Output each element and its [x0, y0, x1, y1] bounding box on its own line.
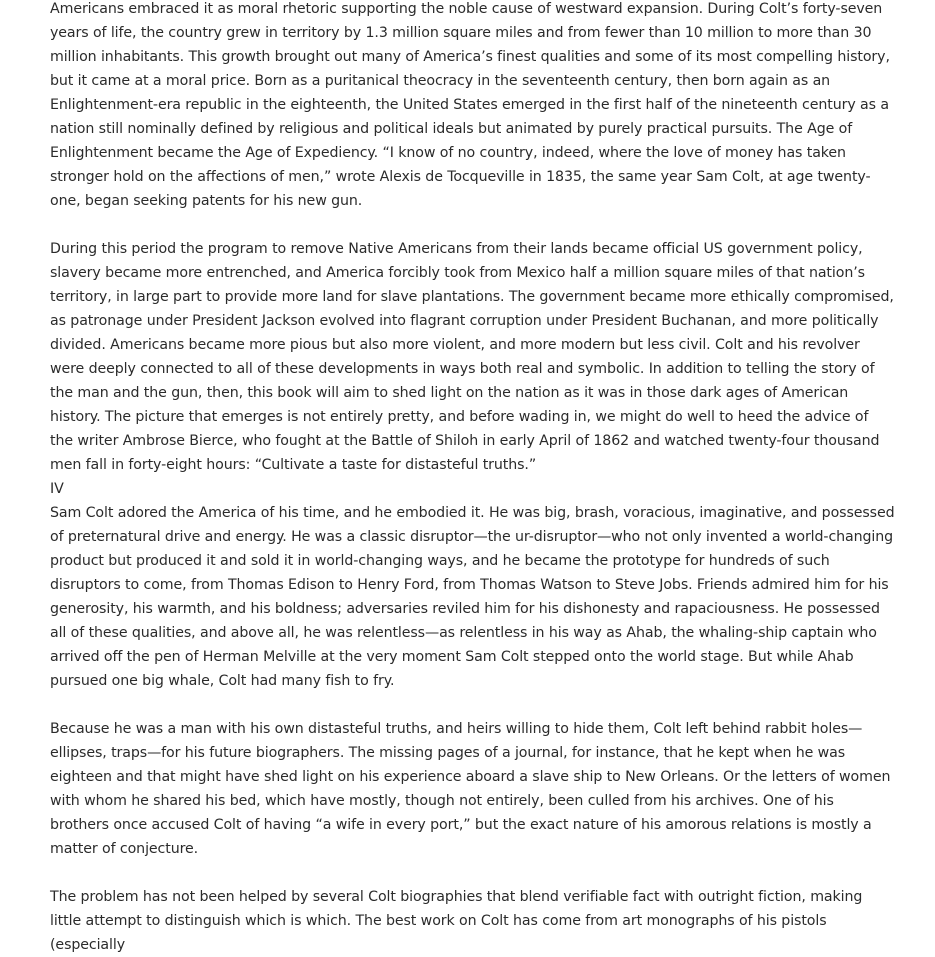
- paragraph: The problem has not been helped by several Colt biographies that blend verifiable fact with outright fiction, making little attempt to distinguish which is which. The best work on Colt has come from art monographs of his pistols (especially: [50, 889, 863, 953]
- paragraph: Sam Colt adored the America of his time, and he embodied it. He was big, brash, voracious, imaginative, and possessed of preternatural drive and energy. He was a classic disruptor—the ur-disruptor—who not only invented a world-changing product but produced it and sold it in world-changing ways, and he became the prototype for hundreds of such disruptors to come, from Thomas Edison to Henry Ford, from Thomas Watson to Steve Jobs. Friends admired him for his generosity, his warmth, and his boldness; adversaries reviled him for his dishonesty and rapaciousness. He possessed all of these qualities, and above all, he was relentless—as relentless in his way as Ahab, the whaling-ship captain who arrived off the pen of Herman Melville at the very moment Sam Colt stepped onto the world stage. But while Ahab pursued one big whale, Colt had many fish to fry.: [50, 505, 895, 689]
- paragraph: Americans embraced it as moral rhetoric supporting the noble cause of westward expansion. During Colt’s forty-seven years of life, the country grew in territory by 1.3 million square miles and from fewer than 10 million to more than 30 million inhabitants. This growth brought out many of America’s finest qualities and some of its most compelling history, but it came at a moral price. Born as a puritanical theocracy in the seventeenth century, then born again as an Enlightenment-era republic in the eighteenth, the United States emerged in the first half of the nineteenth century as a nation still nominally defined by religious and political ideals but animated by purely practical pursuits. The Age of Enlightenment became the Age of Expediency. “I know of no country, indeed, where the love of money has taken stronger hold on the affections of men,” wrote Alexis de Tocqueville in 1835, the same year Sam Colt, at age twenty-one, began seeking patents for his new gun.: [50, 1, 890, 209]
- paragraph-spacer: [50, 213, 895, 237]
- section-heading: IV: [50, 481, 64, 497]
- document-body: [50, 0, 895, 957]
- paragraph: Because he was a man with his own distasteful truths, and heirs willing to hide them, Colt left behind rabbit holes—ellipses, traps—for his future biographers. The missing pages of a journal, for instance, that he kept when he was eighteen and that might have shed light on his experience aboard a slave ship to New Orleans. Or the letters of women with whom he shared his bed, which have mostly, though not entirely, been culled from his archives. One of his brothers once accused Colt of having “a wife in every port,” but the exact nature of his amorous relations is mostly a matter of conjecture.: [50, 721, 891, 857]
- paragraph: During this period the program to remove Native Americans from their lands became official US government policy, slavery became more entrenched, and America forcibly took from Mexico half a million square miles of that nation’s territory, in large part to provide more land for slave plantations. The government became more ethically compromised, as patronage under President Jackson evolved into flagrant corruption under President Buchanan, and more politically divided. Americans became more pious but also more violent, and more modern but less civil. Colt and his revolver were deeply connected to all of these developments in ways both real and symbolic. In addition to telling the story of the man and the gun, then, this book will aim to shed light on the nation as it was in those dark ages of American history. The picture that emerges is not entirely pretty, and before wading in, we might do well to heed the advice of the writer Ambrose Bierce, who fought at the Battle of Shiloh in early April of 1862 and watched twenty-four thousand men fall in forty-eight hours: “Cultivate a taste for distasteful truths.”: [50, 241, 894, 473]
- paragraph-spacer: [50, 861, 895, 885]
- paragraph-spacer: [50, 693, 895, 717]
